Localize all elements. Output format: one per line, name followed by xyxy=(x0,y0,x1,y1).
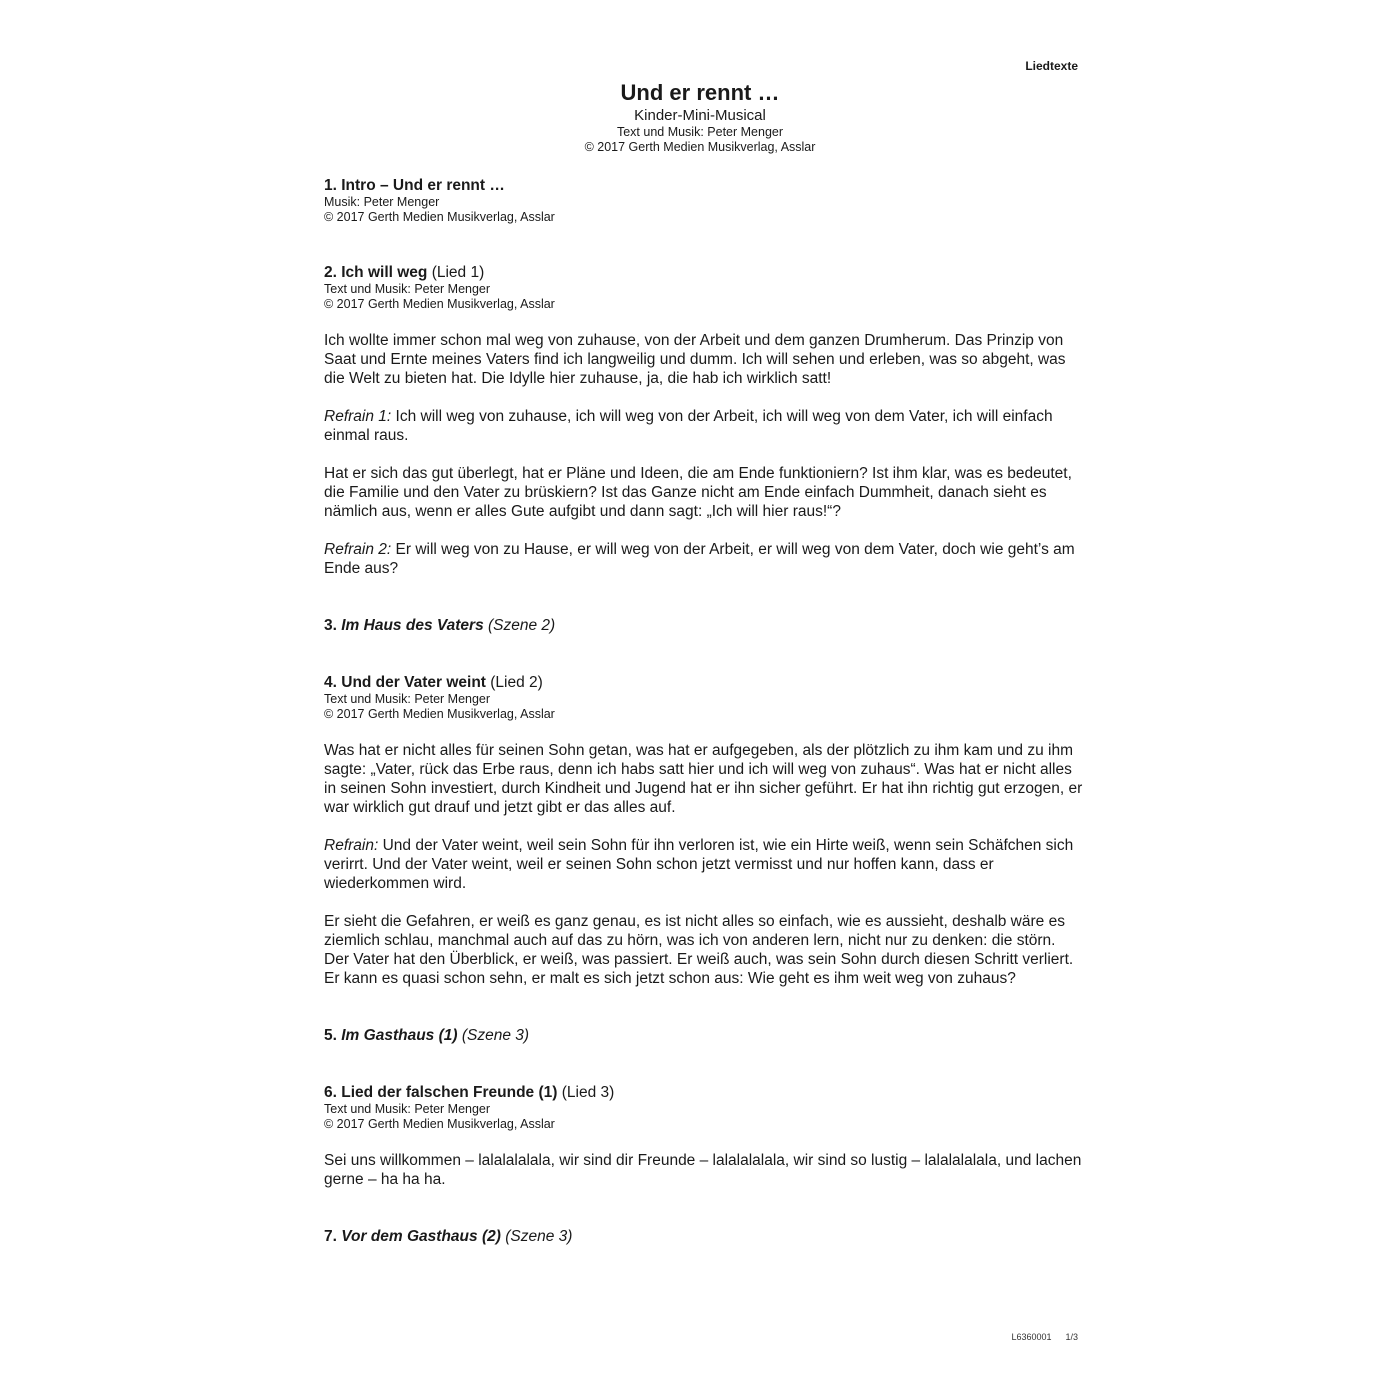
section-4 xyxy=(324,673,1084,988)
lyrics-verse: Er sieht die Gefahren, er weiß es ganz genau, es ist nicht alles so einfach, wie es aussieht, deshalb wäre es ziemlich schlau, manchmal auch auf das zu hörn, was ich von anderen lern, nicht nur zu denken: die störn. Der Vater hat den Überblick, er weiß, was passiert. Er weiß auch, was sein Sohn durch diesen Schritt verliert. Er kann es quasi schon sehn, er malt es sich jetzt schon aus: Wie geht es ihm weit weg von zuhaus? xyxy=(324,913,1074,987)
section-heading xyxy=(324,176,1084,195)
document-content xyxy=(324,176,1084,1246)
section-5 xyxy=(324,1026,1084,1045)
refrain-label: Refrain 1: xyxy=(324,408,392,425)
section-title: Lied der falschen Freunde (1) xyxy=(341,1084,558,1101)
section-7 xyxy=(324,1227,1084,1246)
section-heading xyxy=(324,673,1084,692)
section-number: 1. xyxy=(324,177,337,194)
section-number: 5. xyxy=(324,1027,337,1044)
document-subtitle: Kinder-Mini-Musical xyxy=(634,107,766,124)
section-title: Im Gasthaus (1) xyxy=(341,1027,458,1044)
section-title: Vor dem Gasthaus (2) xyxy=(341,1228,501,1245)
section-copyright: © 2017 Gerth Medien Musikverlag, Asslar xyxy=(324,1117,555,1131)
section-suffix: (Szene 2) xyxy=(488,617,556,634)
lyrics-refrain xyxy=(324,407,1084,445)
refrain-label: Refrain 2: xyxy=(324,541,392,558)
section-heading xyxy=(324,263,1084,282)
lyrics-verse: Hat er sich das gut überlegt, hat er Pläne und Ideen, die am Ende funktioniern? Ist ihm klar, was es bedeutet, die Familie und den Vater zu brüskiern? Ist das Ganze nicht am Ende einfach Dummheit, danach sieht es nämlich aus, wenn er alles Gute aufgibt und dann sagt: „Ich will hier raus!“? xyxy=(324,465,1072,520)
refrain-text: Ich will weg von zuhause, ich will weg von der Arbeit, ich will weg von dem Vater, ich will einfach einmal raus. xyxy=(324,408,1053,444)
section-1 xyxy=(324,176,1084,225)
section-credits: Text und Musik: Peter Menger xyxy=(324,282,491,296)
section-heading xyxy=(324,1026,1084,1045)
document-credits: Text und Musik: Peter Menger xyxy=(616,125,784,139)
section-number: 2. xyxy=(324,264,337,281)
page-number: 1/3 xyxy=(1065,1332,1078,1342)
section-number: 6. xyxy=(324,1084,337,1101)
section-3 xyxy=(324,616,1084,635)
refrain-text: Er will weg von zu Hause, er will weg von der Arbeit, er will weg von dem Vater, doch wie geht’s am Ende aus? xyxy=(324,541,1075,577)
section-credits: Musik: Peter Menger xyxy=(324,195,440,209)
section-heading xyxy=(324,1227,1084,1246)
lyrics-refrain xyxy=(324,540,1084,578)
section-copyright: © 2017 Gerth Medien Musikverlag, Asslar xyxy=(324,707,555,721)
document-title: Und er rennt … xyxy=(620,80,780,105)
section-number: 7. xyxy=(324,1228,337,1245)
section-credits: Text und Musik: Peter Menger xyxy=(324,692,491,706)
section-title: Und der Vater weint xyxy=(341,674,486,691)
page-footer xyxy=(1011,1332,1078,1342)
section-suffix: (Lied 1) xyxy=(431,264,485,281)
section-suffix: (Lied 2) xyxy=(490,674,543,691)
lyrics-verse: Sei uns willkommen – lalalalalala, wir sind dir Freunde – lalalalalala, wir sind so lustig – lalalalalala, und lachen gerne – ha ha ha. xyxy=(324,1152,1082,1188)
section-title: Im Haus des Vaters xyxy=(341,617,484,634)
lyrics-verse: Was hat er nicht alles für seinen Sohn getan, was hat er aufgegeben, als der plötzlich zu ihm kam und zu ihm sagte: „Vater, rück das Erbe raus, denn ich habs satt hier und ich will weg von zuhaus“. Was hat er nicht alles in seinen Sohn investiert, durch Kindheit und Jugend hat er ihn sicher geführt. Er hat ihn richtig gut erzogen, er war wirklich gut drauf und jetzt gibt er das alles auf. xyxy=(324,742,1083,816)
section-number: 4. xyxy=(324,674,337,691)
section-copyright: © 2017 Gerth Medien Musikverlag, Asslar xyxy=(324,297,555,311)
section-heading xyxy=(324,616,1084,635)
document-code: L6360001 xyxy=(1011,1332,1052,1342)
section-2 xyxy=(324,263,1084,578)
section-6 xyxy=(324,1083,1084,1189)
section-suffix: (Lied 3) xyxy=(561,1084,615,1101)
section-suffix: (Szene 3) xyxy=(505,1228,573,1245)
section-title: Intro – Und er rennt … xyxy=(341,177,505,194)
section-number: 3. xyxy=(324,617,337,634)
section-copyright: © 2017 Gerth Medien Musikverlag, Asslar xyxy=(324,210,555,224)
refrain-text: Und der Vater weint, weil sein Sohn für ihn verloren ist, wie ein Hirte weiß, wenn sein Schäfchen sich verirrt. Und der Vater weint, weil er seinen Sohn schon jetzt vermisst und nur hoffen kann, dass er wiederkommen wird. xyxy=(324,837,1074,892)
document-copyright: © 2017 Gerth Medien Musikverlag, Asslar xyxy=(584,140,816,154)
lyrics-refrain xyxy=(324,836,1084,893)
document-header xyxy=(0,80,1400,155)
section-credits: Text und Musik: Peter Menger xyxy=(324,1102,491,1116)
lyrics-verse: Ich wollte immer schon mal weg von zuhause, von der Arbeit und dem ganzen Drumherum. Das Prinzip von Saat und Ernte meines Vaters find ich langweilig und dumm. Ich will sehen und erleben, was so abgeht, was die Welt zu bieten hat. Die Idylle hier zuhause, ja, die hab ich wirklich satt! xyxy=(324,332,1066,387)
section-suffix: (Szene 3) xyxy=(461,1027,530,1044)
header-label: Liedtexte xyxy=(1025,59,1078,73)
refrain-label: Refrain: xyxy=(324,837,379,854)
section-title: Ich will weg xyxy=(341,264,428,281)
section-heading xyxy=(324,1083,1084,1102)
